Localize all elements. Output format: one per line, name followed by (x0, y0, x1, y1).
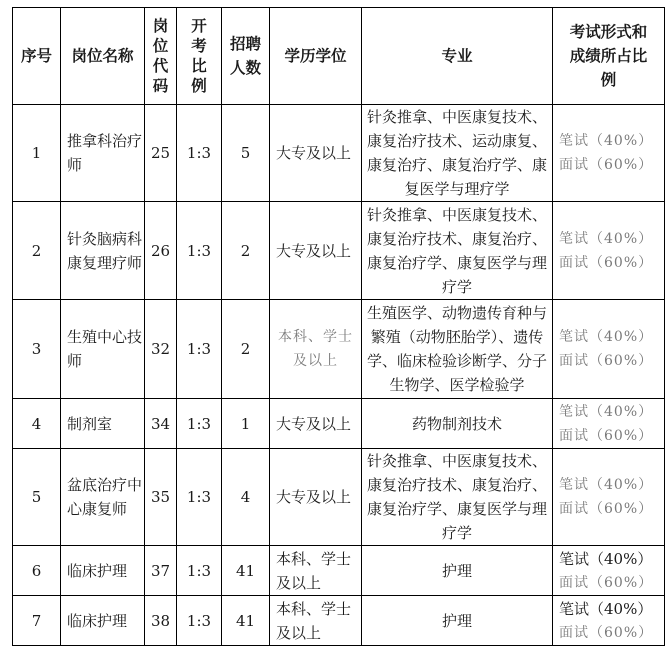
cell-exam: 笔试（40%） 面试（60%） (553, 105, 665, 202)
header-major: 专业 (362, 8, 553, 105)
table-row (13, 202, 665, 300)
table-row (13, 449, 665, 546)
cell-seq: 2 (13, 202, 61, 300)
cell-ratio: 1:3 (177, 202, 222, 300)
cell-major: 护理 (362, 596, 553, 646)
header-code: 岗 位 代 码 (145, 8, 177, 105)
cell-major: 针灸推拿、中医康复技术、康复治疗技术、康复治疗、康复治疗学、康复医学与理疗学 (362, 202, 553, 300)
cell-ratio: 1:3 (177, 449, 222, 546)
cell-exam: 笔试（40%） 面试（60%） (553, 596, 665, 646)
cell-name: 盆底治疗中心康复师 (61, 449, 145, 546)
cell-count: 2 (222, 300, 270, 399)
cell-exam: 笔试（40%） 面试（60%） (553, 449, 665, 546)
cell-major: 生殖医学、动物遗传育种与繁殖（动物胚胎学）、遗传学、临床检验诊断学、分子生物学、医学检验学 (362, 300, 553, 399)
cell-name: 临床护理 (61, 546, 145, 596)
cell-count: 41 (222, 546, 270, 596)
header-row (13, 8, 665, 105)
table-row (13, 300, 665, 399)
cell-seq: 4 (13, 399, 61, 449)
cell-seq: 6 (13, 546, 61, 596)
cell-count: 5 (222, 105, 270, 202)
table-row (13, 105, 665, 202)
cell-exam: 笔试（40%） 面试（60%） (553, 202, 665, 300)
cell-code: 35 (145, 449, 177, 546)
header-exam: 考试形式和 成绩所占比 例 (553, 8, 665, 105)
header-edu: 学历学位 (270, 8, 362, 105)
table-row (13, 596, 665, 646)
header-ratio: 开 考 比 例 (177, 8, 222, 105)
table-row (13, 546, 665, 596)
cell-code: 34 (145, 399, 177, 449)
cell-major: 针灸推拿、中医康复技术、康复治疗技术、康复治疗、康复治疗学、康复医学与理疗学 (362, 449, 553, 546)
cell-count: 41 (222, 596, 270, 646)
cell-seq: 3 (13, 300, 61, 399)
cell-edu: 大专及以上 (270, 399, 362, 449)
header-count: 招聘 人数 (222, 8, 270, 105)
cell-major: 针灸推拿、中医康复技术、康复治疗技术、运动康复、康复治疗、康复治疗学、康复医学与理疗学 (362, 105, 553, 202)
cell-edu: 大专及以上 (270, 105, 362, 202)
cell-count: 1 (222, 399, 270, 449)
cell-ratio: 1:3 (177, 300, 222, 399)
cell-count: 2 (222, 202, 270, 300)
table-row (13, 399, 665, 449)
cell-seq: 7 (13, 596, 61, 646)
cell-edu: 大专及以上 (270, 449, 362, 546)
header-seq: 序号 (13, 8, 61, 105)
cell-major: 护理 (362, 546, 553, 596)
cell-ratio: 1:3 (177, 546, 222, 596)
cell-code: 25 (145, 105, 177, 202)
cell-code: 38 (145, 596, 177, 646)
header-name: 岗位名称 (61, 8, 145, 105)
cell-edu: 大专及以上 (270, 202, 362, 300)
cell-exam: 笔试（40%） 面试（60%） (553, 399, 665, 449)
cell-ratio: 1:3 (177, 596, 222, 646)
cell-code: 26 (145, 202, 177, 300)
cell-name: 临床护理 (61, 596, 145, 646)
cell-edu: 本科、学士及以上 (270, 300, 362, 399)
cell-name: 针灸脑病科康复理疗师 (61, 202, 145, 300)
cell-seq: 5 (13, 449, 61, 546)
cell-ratio: 1:3 (177, 105, 222, 202)
cell-edu: 本科、学士及以上 (270, 546, 362, 596)
cell-exam: 笔试（40%） 面试（60%） (553, 546, 665, 596)
cell-name: 推拿科治疗师 (61, 105, 145, 202)
cell-name: 制剂室 (61, 399, 145, 449)
cell-major: 药物制剂技术 (362, 399, 553, 449)
cell-exam: 笔试（40%） 面试（60%） (553, 300, 665, 399)
cell-seq: 1 (13, 105, 61, 202)
cell-count: 4 (222, 449, 270, 546)
cell-code: 37 (145, 546, 177, 596)
cell-ratio: 1:3 (177, 399, 222, 449)
cell-code: 32 (145, 300, 177, 399)
recruitment-table (12, 7, 665, 646)
cell-edu: 本科、学士及以上 (270, 596, 362, 646)
cell-name: 生殖中心技师 (61, 300, 145, 399)
